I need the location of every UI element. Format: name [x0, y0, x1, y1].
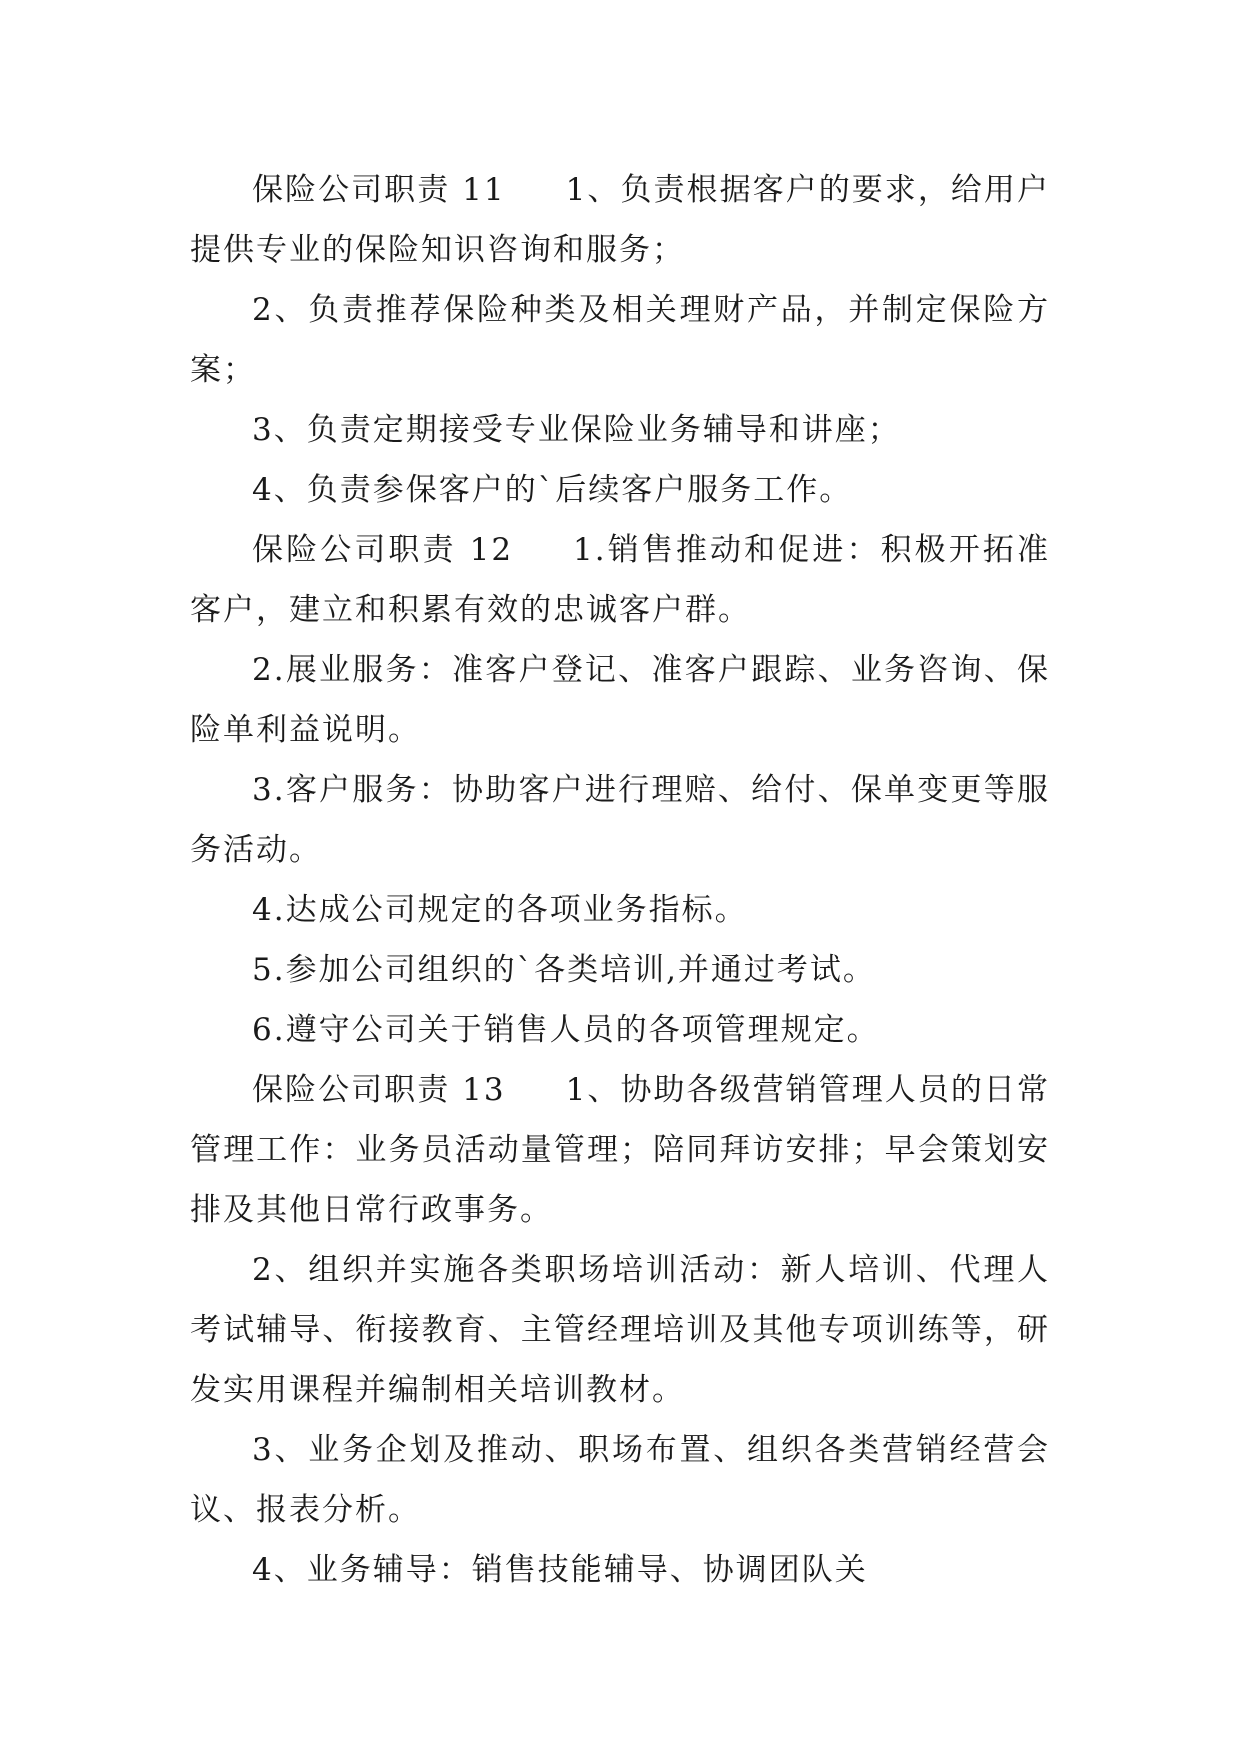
paragraph: 3.客户服务：协助客户进行理赔、给付、保单变更等服务活动。	[190, 772, 1050, 868]
paragraph: 5.参加公司组织的`各类培训,并通过考试。	[252, 952, 876, 988]
paragraph: 4.达成公司规定的各项业务指标。	[252, 892, 748, 928]
paragraph: 3、负责定期接受专业保险业务辅导和讲座；	[252, 412, 901, 448]
section-heading: 保险公司职责 11	[252, 172, 506, 208]
paragraph-text: 1、负责根据客户的要求，给用户提供专业的保险知识咨询和服务；	[190, 172, 1050, 268]
document-body	[190, 160, 1050, 1600]
section-11-first-paragraph	[190, 160, 1050, 280]
section-heading: 保险公司职责 12	[252, 532, 514, 568]
paragraph: 3、业务企划及推动、职场布置、组织各类营销经营会议、报表分析。	[190, 1432, 1050, 1528]
paragraph: 2、组织并实施各类职场培训活动：新人培训、代理人考试辅导、衔接教育、主管经理培训及其他专项训练等，研发实用课程并编制相关培训教材。	[190, 1252, 1050, 1408]
paragraph: 2、负责推荐保险种类及相关理财产品，并制定保险方案；	[190, 292, 1050, 388]
section-13-first-paragraph	[190, 1060, 1050, 1240]
section-12-first-paragraph	[190, 520, 1050, 640]
section-heading: 保险公司职责 13	[252, 1072, 506, 1108]
paragraph: 2.展业服务：准客户登记、准客户跟踪、业务咨询、保险单利益说明。	[190, 652, 1050, 748]
paragraph-text: 1、协助各级营销管理人员的日常管理工作：业务员活动量管理；陪同拜访安排；早会策划安排及其他日常行政事务。	[190, 1072, 1050, 1228]
paragraph: 4、业务辅导：销售技能辅导、协调团队关	[252, 1552, 868, 1588]
paragraph: 6.遵守公司关于销售人员的各项管理规定。	[252, 1012, 880, 1048]
paragraph-text: 1.销售推动和促进：积极开拓准客户，建立和积累有效的忠诚客户群。	[190, 532, 1050, 628]
paragraph: 4、负责参保客户的`后续客户服务工作。	[252, 472, 853, 508]
